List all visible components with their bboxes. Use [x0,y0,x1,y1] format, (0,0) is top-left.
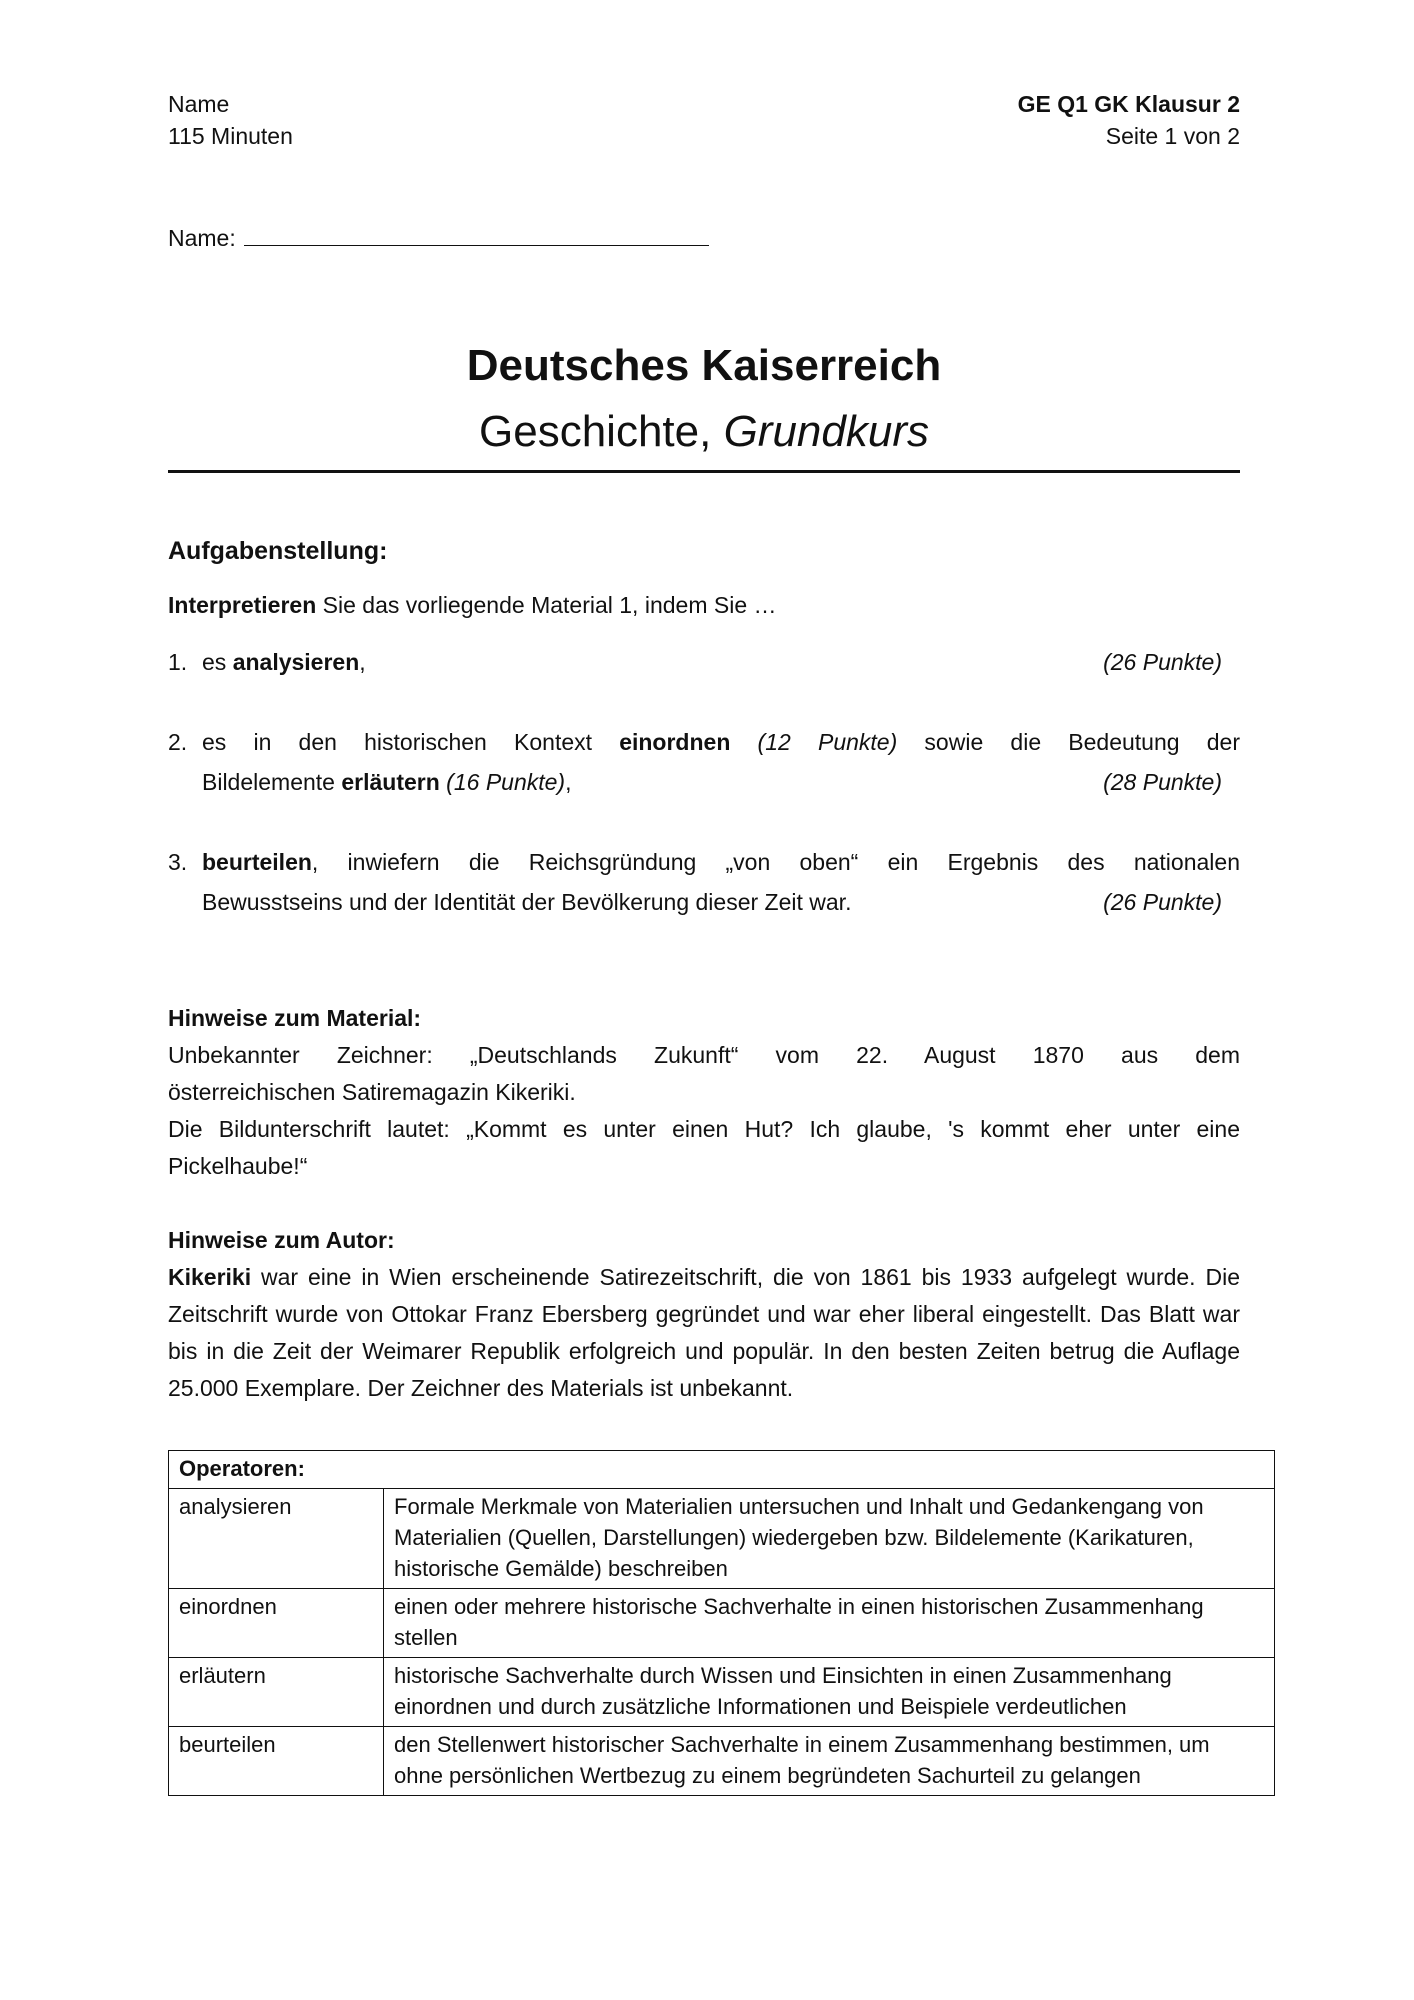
task-2-operator-2: erläutern [341,769,440,795]
operator-definition: historische Sachverhalte durch Wissen und Einsichten in einen Zusammenhang einordnen und durch zusätzliche Informationen und Beispiele verdeutlichen [384,1658,1275,1727]
task-1-number: 1. [168,649,188,675]
task-3-line-1 [202,842,1240,882]
task-3-line1-rest: , inwiefern die Reichsgründung „von oben“ ein Ergebnis des nationalen [311,849,1240,875]
table-row [169,1658,1275,1727]
operator-definition: einen oder mehrere historische Sachverhalte in einen historischen Zusammenhang stellen [384,1589,1275,1658]
name-label: Name: [168,225,236,251]
subtitle-subject: Geschichte, [479,407,724,456]
task-1-pre: es [202,649,233,675]
task-2-operator: einordnen [619,729,731,755]
task-1-operator: analysieren [232,649,360,675]
exam-page [168,0,1240,2000]
material-line-4: Pickelhaube!“ [168,1153,308,1179]
subtitle-course-type: Grundkurs [723,407,929,456]
table-row [169,1589,1275,1658]
task-2-points: (28 Punkte) [1103,769,1222,795]
material-line-2: österreichischen Satiremagazin Kikeriki. [168,1079,576,1105]
task-2-subpoints-2: (16 Punkte) [439,769,566,795]
task-3-operator: beurteilen [202,849,312,875]
assignment-intro [168,588,777,622]
header-right [1018,88,1240,152]
table-row [169,1727,1275,1796]
header-left [168,88,293,152]
task-1-points: (26 Punkte) [1103,649,1222,675]
operator-definition: Formale Merkmale von Materialien untersuchen und Inhalt und Gedankengang von Materialien (Quellen, Darstellungen) wiedergeben bzw. Bildelemente (Karikaturen, historische Gemälde) beschreiben [384,1489,1275,1589]
operators-header-row [169,1451,1275,1489]
task-1-text [202,642,1240,682]
author-notes [168,1222,1240,1407]
page-title: Deutsches Kaiserreich [466,341,942,390]
material-heading: Hinweise zum Material: [168,1005,422,1031]
header-duration: 115 Minuten [168,123,293,149]
task-2-line2-post: , [565,769,572,795]
task-2-subpoints-1: (12 Punkte) [730,729,898,755]
header-course: GE Q1 GK Klausur 2 [1017,91,1240,117]
task-3-text [202,842,1240,922]
operator-term: analysieren [169,1489,384,1589]
author-magazine-name: Kikeriki [168,1264,252,1290]
operators-table [168,1450,1275,1796]
task-2-mid: sowie die Bedeutung der [897,729,1240,755]
task-2-line2-pre: Bildelemente [202,769,342,795]
title-divider [168,470,1240,473]
name-blank-line[interactable] [244,223,709,246]
intro-text: Sie das vorliegende Material 1, indem Sie … [316,592,777,618]
operator-definition: den Stellenwert historischer Sachverhalte in einem Zusammenhang bestimmen, um ohne persönlichen Wertbezug zu einem begründeten Sachurteil zu gelangen [384,1727,1275,1796]
operator-term: einordnen [169,1589,384,1658]
table-row [169,1489,1275,1589]
author-description: war eine in Wien erscheinende Satirezeitschrift, die von 1861 bis 1933 aufgelegt wurde. Die Zeitschrift wurde von Ottokar Franz Ebersberg gegründet und war eher liberal eingestellt. Das Blatt war bis in die Zeit der Weimarer Republik erfolgreich und populär. In den besten Zeiten betrug die Auflage 25.000 Exemplare. Der Zeichner des Materials ist unbekannt. [168,1264,1240,1401]
material-notes [168,1000,1240,1185]
header-page-number: Seite 1 von 2 [1105,123,1240,149]
operators-heading: Operatoren: [169,1451,1275,1489]
task-2-number: 2. [168,729,188,755]
task-3-points: (26 Punkte) [1103,889,1222,915]
task-2-text [202,722,1240,802]
material-line-1: Unbekannter Zeichner: „Deutschlands Zukunft“ vom 22. August 1870 aus dem [168,1042,1240,1068]
author-text [168,1259,1240,1407]
task-2-line-1 [202,722,1240,762]
task-2-line-2 [202,762,1240,802]
header-name: Name [168,91,230,117]
operator-term: erläutern [169,1658,384,1727]
task-2-pre: es in den historischen Kontext [202,729,620,755]
task-3-number: 3. [168,849,188,875]
assignment-heading: Aufgabenstellung: [168,537,388,565]
intro-operator: Interpretieren [168,592,317,618]
task-3-line-2: Bewusstseins und der Identität der Bevölkerung dieser Zeit war. [202,889,852,915]
author-heading: Hinweise zum Autor: [168,1227,395,1253]
task-1-post: , [359,649,366,675]
name-field [168,222,709,254]
operator-term: beurteilen [169,1727,384,1796]
page-subtitle [168,402,1240,462]
material-line-3: Die Bildunterschrift lautet: „Kommt es unter einen Hut? Ich glaube, 's kommt eher unter eine [168,1116,1240,1142]
